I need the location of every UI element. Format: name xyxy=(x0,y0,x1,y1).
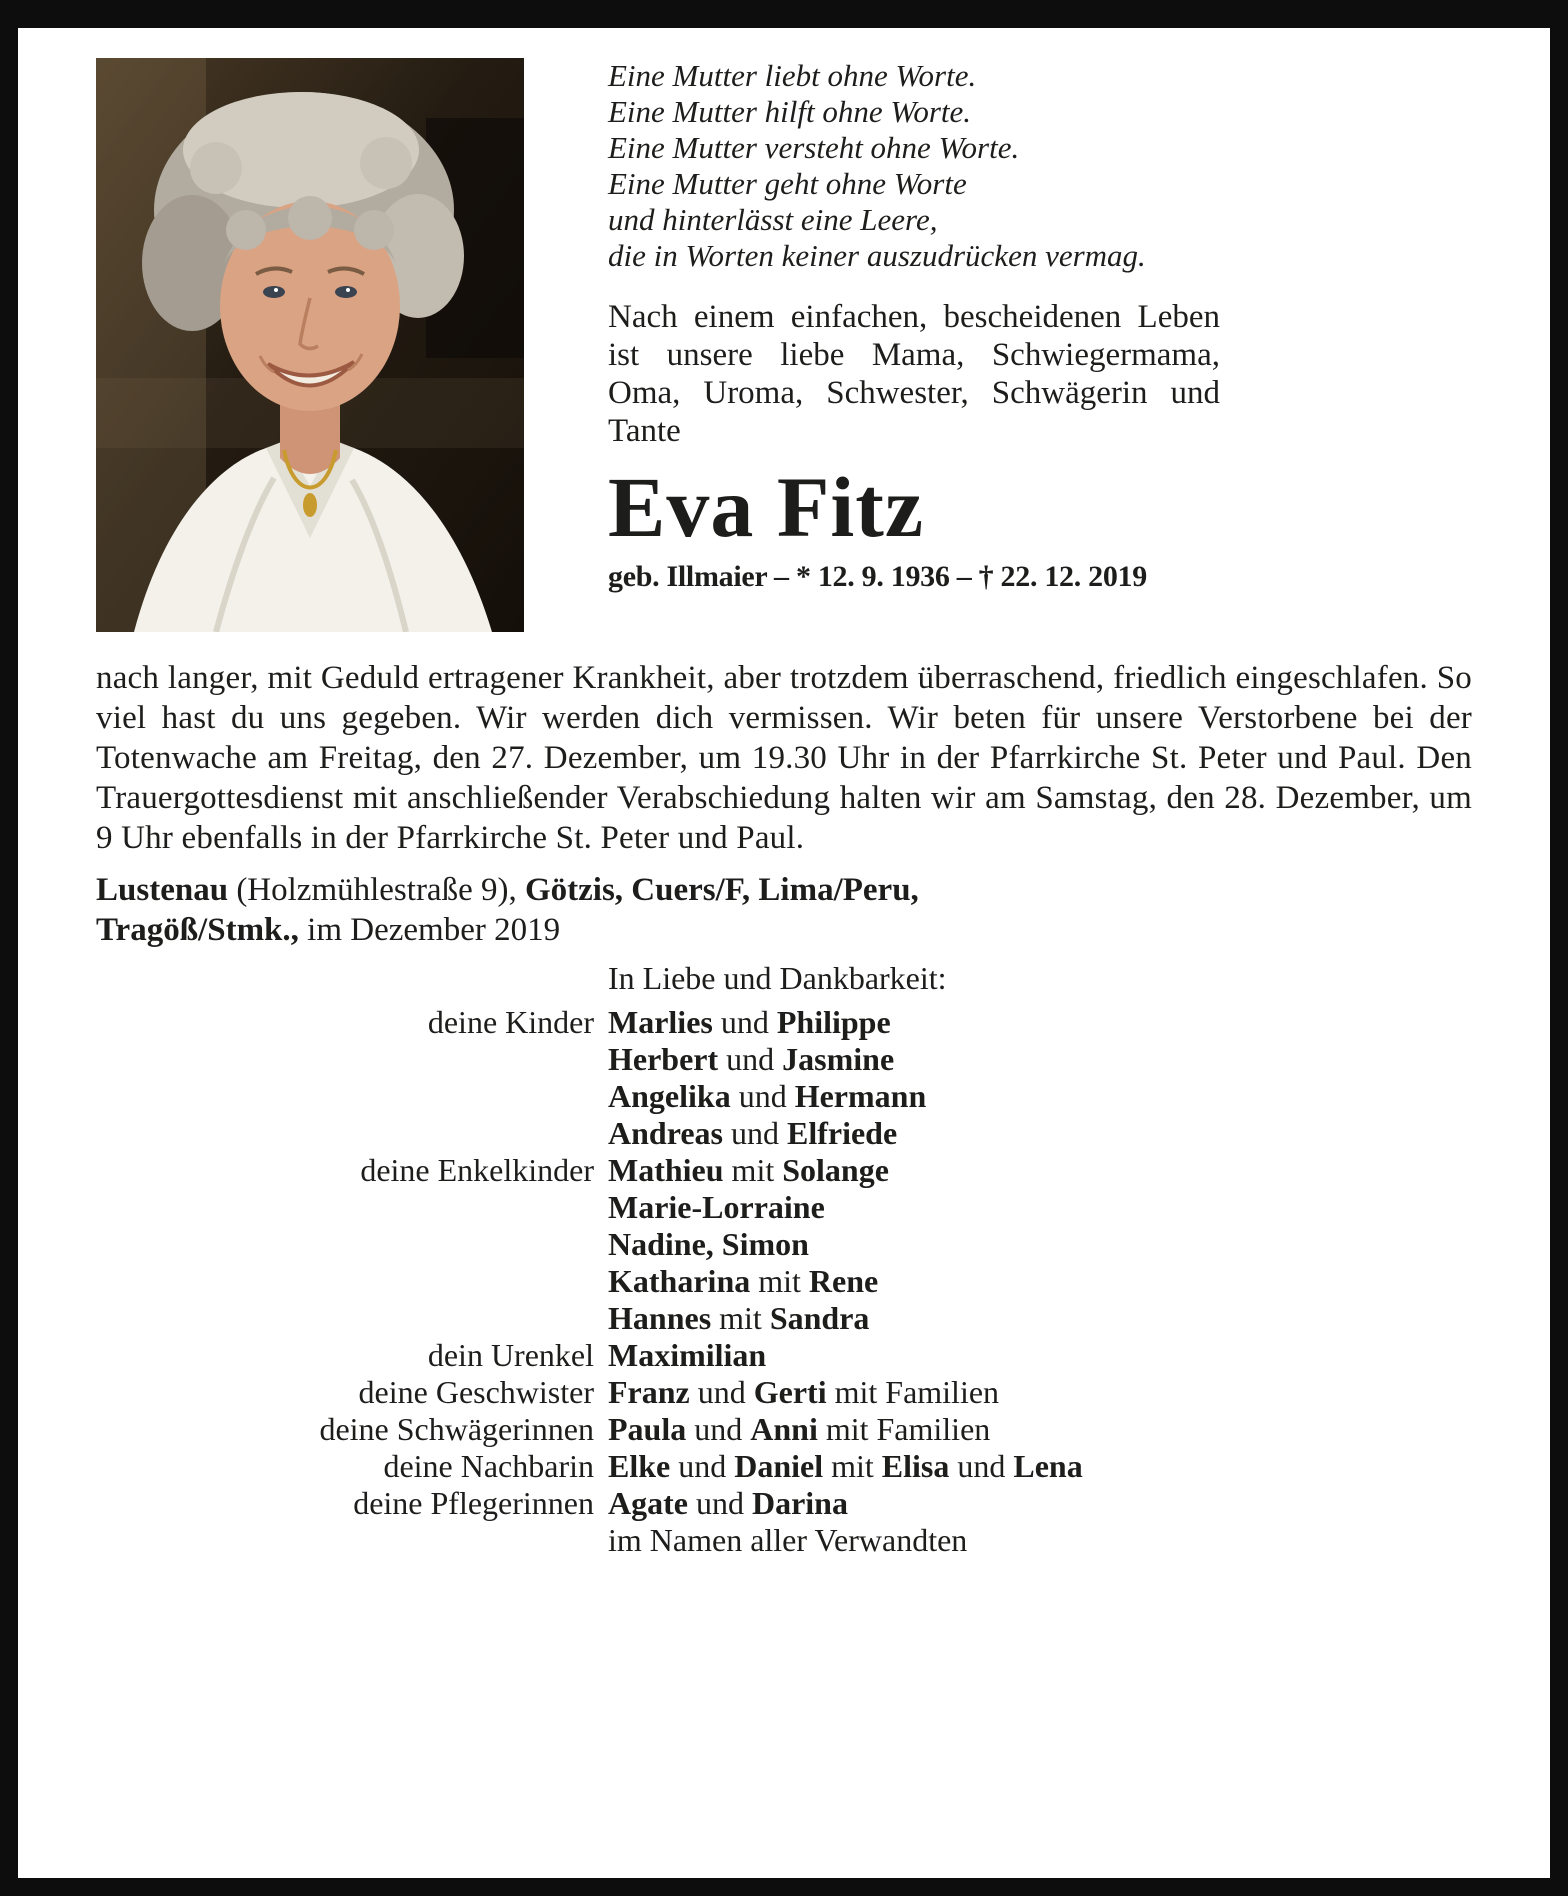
family-row-label: deine Enkelkinder xyxy=(360,1152,594,1188)
family-row-value: Herbert und Jasmine xyxy=(608,1041,895,1077)
family-row-label: deine Pflegerinnen xyxy=(353,1485,594,1521)
poem xyxy=(608,58,1220,274)
family-closing: im Namen aller Verwandten xyxy=(608,1522,968,1558)
deceased-name: Eva Fitz xyxy=(608,459,925,555)
family-row-value: Katharina mit Rene xyxy=(608,1263,879,1299)
family-row-label xyxy=(96,1189,594,1226)
family-row-value: Angelika und Hermann xyxy=(608,1078,927,1114)
poem-line: Eine Mutter versteht ohne Worte. xyxy=(608,130,1020,165)
family-section xyxy=(96,958,1472,1559)
poem-line: die in Worten keiner auszudrücken vermag. xyxy=(608,238,1146,273)
family-row-label xyxy=(96,1078,594,1115)
intro-text: Nach einem einfachen, bescheidenen Leben ist unsere liebe Mama, Schwiegermama, Oma, Uroma, Schwester, Schwägerin und Tante xyxy=(608,299,1220,449)
family-row-label xyxy=(96,1115,594,1152)
top-section xyxy=(96,58,1472,632)
family-row-value: Maximilian xyxy=(608,1337,767,1373)
family-row-label: deine Nachbarin xyxy=(383,1448,594,1484)
family-row-label xyxy=(96,1226,594,1263)
family-row-value: Andreas und Elfriede xyxy=(608,1115,898,1151)
family-list xyxy=(96,1004,1472,1522)
family-row-label: deine Geschwister xyxy=(358,1374,594,1410)
family-row-value: Mathieu mit Solange xyxy=(608,1152,889,1188)
poem-line: und hinterlässt eine Leere, xyxy=(608,202,938,237)
family-row-value: Marie-Lorraine xyxy=(608,1189,825,1225)
family-row-label: deine Kinder xyxy=(427,1004,594,1040)
family-row-label: deine Schwägerinnen xyxy=(319,1411,594,1447)
family-row-label: dein Urenkel xyxy=(427,1337,594,1373)
family-heading: In Liebe und Dankbarkeit: xyxy=(608,960,947,996)
family-row-label xyxy=(96,1041,594,1078)
poem-line: Eine Mutter hilft ohne Worte. xyxy=(608,94,972,129)
portrait-photo xyxy=(96,58,524,632)
family-row-value: Paula und Anni mit Familien xyxy=(608,1411,991,1447)
locations-block xyxy=(96,870,1472,950)
birth-death-dates: geb. Illmaier – * 12. 9. 1936 – † 22. 12. 2019 xyxy=(608,560,1147,593)
locations-line: Tragöß/Stmk., im Dezember 2019 xyxy=(96,912,561,948)
right-column xyxy=(608,58,1220,632)
portrait-illustration xyxy=(96,58,524,632)
family-row-label xyxy=(96,1300,594,1337)
family-row-value: Nadine, Simon xyxy=(608,1226,809,1262)
obituary-content xyxy=(18,28,1550,1559)
poem-line: Eine Mutter liebt ohne Worte. xyxy=(608,58,977,93)
announcement-text: nach langer, mit Geduld ertragener Krankheit, aber trotzdem überraschend, friedlich eingeschlafen. So viel hast du uns gegeben. Wir werden dich vermissen. Wir beten für unsere Verstorbene bei der Totenwache am Freitag, den 27. Dezember, um 19.30 Uhr in der Pfarrkirche St. Peter und Paul. Den Trauergottesdienst mit anschließender Verabschiedung halten wir am Samstag, den 28. Dezember, um 9 Uhr ebenfalls in der Pfarrkirche St. Peter und Paul. xyxy=(96,660,1472,856)
family-row-value: Hannes mit Sandra xyxy=(608,1300,870,1336)
poem-line: Eine Mutter geht ohne Worte xyxy=(608,166,967,201)
family-row-value: Elke und Daniel mit Elisa und Lena xyxy=(608,1448,1083,1484)
family-row-label xyxy=(96,1263,594,1300)
family-row-value: Franz und Gerti mit Familien xyxy=(608,1374,1000,1410)
family-row-value: Marlies und Philippe xyxy=(608,1004,891,1040)
locations-line: Lustenau (Holzmühlestraße 9), Götzis, Cuers/F, Lima/Peru, xyxy=(96,872,919,908)
family-row-value: Agate und Darina xyxy=(608,1485,848,1521)
